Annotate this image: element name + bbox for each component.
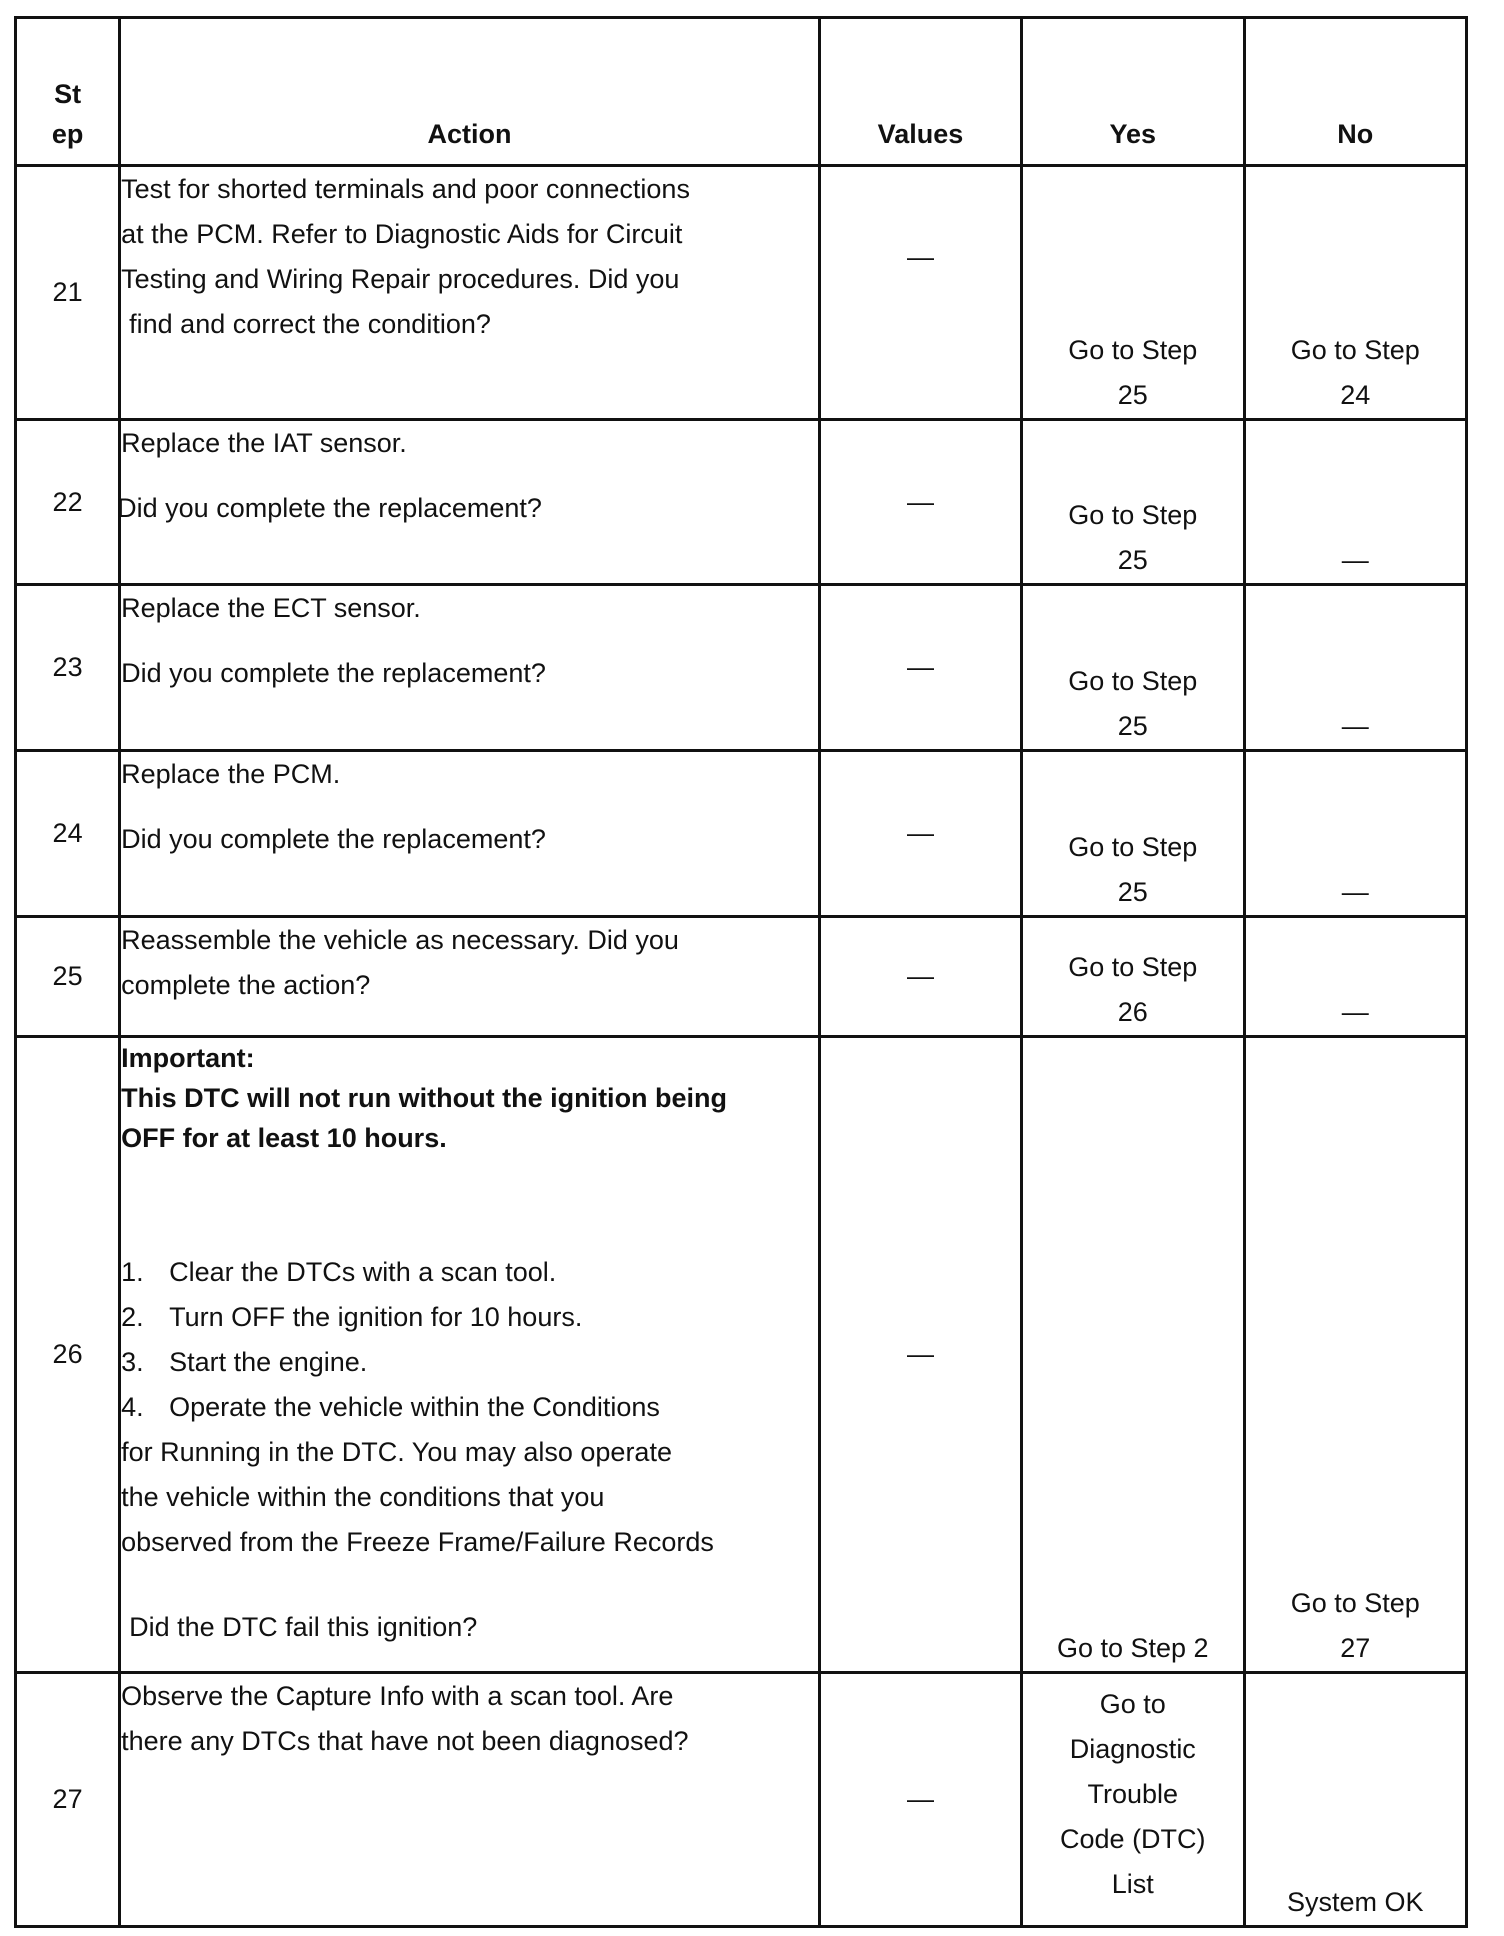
yes-line: List (1111, 1869, 1154, 1899)
no-cell: — (1244, 420, 1467, 585)
yes-cell (1022, 420, 1244, 585)
yes-line: 26 (1117, 997, 1148, 1027)
action-cell (117, 420, 820, 585)
action-cell (120, 751, 820, 917)
yes-line: 25 (1117, 877, 1148, 907)
yes-line: Diagnostic (1069, 1734, 1196, 1764)
table-row (16, 166, 1467, 420)
yes-cell (1022, 585, 1244, 751)
step-number: 27 (16, 1673, 120, 1927)
no-cell: — (1244, 751, 1467, 917)
action-line: find and correct the condition? (129, 309, 491, 339)
important-text: OFF for at least 10 hours. (121, 1123, 447, 1153)
list-number: 4. (121, 1392, 144, 1422)
no-cell: — (1244, 585, 1467, 751)
action-line: Replace the PCM. (121, 759, 341, 789)
list-text: Start the engine. (169, 1347, 368, 1377)
header-step: St ep (16, 18, 120, 166)
step-number: 21 (16, 166, 120, 420)
step-number: 22 (16, 420, 120, 585)
important-text: This DTC will not run without the ignition being (121, 1083, 728, 1113)
header-row (16, 18, 1467, 166)
action-line: Did you complete the replacement? (117, 493, 542, 523)
yes-line: Go to Step (1068, 335, 1198, 365)
action-line: Reassemble the vehicle as necessary. Did you (121, 925, 679, 955)
list-number: 3. (121, 1347, 144, 1377)
yes-line: Trouble (1087, 1779, 1179, 1809)
action-cell (120, 166, 820, 420)
action-line: complete the action? (121, 970, 371, 1000)
values-cell: — (819, 751, 1021, 917)
action-cell (120, 1037, 820, 1673)
table-row (16, 917, 1467, 1037)
header-values: Values (819, 18, 1021, 166)
yes-line: Go to Step (1068, 952, 1198, 982)
list-text: Clear the DTCs with a scan tool. (169, 1257, 557, 1287)
important-label: Important: (121, 1043, 255, 1073)
list-number: 1. (121, 1257, 144, 1287)
yes-line: Go to (1099, 1689, 1166, 1719)
no-cell (1244, 166, 1467, 420)
action-line: Test for shorted terminals and poor connections (121, 174, 690, 204)
table-row (16, 751, 1467, 917)
action-question: Did the DTC fail this ignition? (129, 1612, 478, 1642)
action-line: Replace the IAT sensor. (121, 428, 407, 458)
action-line: Testing and Wiring Repair procedures. Did you (121, 264, 680, 294)
table-row (16, 585, 1467, 751)
header-action: Action (120, 18, 820, 166)
procedure-list (121, 1250, 818, 1430)
action-line: at the PCM. Refer to Diagnostic Aids for Circuit (121, 219, 683, 249)
list-item (121, 1295, 818, 1340)
diagnostic-table (14, 16, 1468, 1928)
yes-line: Go to Step (1068, 666, 1198, 696)
action-line: there any DTCs that have not been diagnosed? (121, 1726, 689, 1756)
table-row (16, 420, 1467, 585)
step-number: 25 (16, 917, 120, 1037)
yes-cell (1022, 166, 1244, 420)
step-number: 23 (16, 585, 120, 751)
no-line: Go to Step (1290, 1588, 1420, 1618)
list-text: Operate the vehicle within the Conditions (169, 1392, 660, 1422)
action-cell (120, 585, 820, 751)
no-line: 24 (1340, 380, 1371, 410)
action-line: Observe the Capture Info with a scan tool. Are (121, 1681, 674, 1711)
yes-line: 25 (1117, 380, 1148, 410)
action-line: Did you complete the replacement? (121, 824, 546, 854)
action-line: Replace the ECT sensor. (121, 593, 421, 623)
no-cell: System OK (1244, 1673, 1467, 1927)
header-no: No (1244, 18, 1467, 166)
yes-line: Code (DTC) (1060, 1824, 1206, 1854)
no-line: 27 (1340, 1633, 1371, 1663)
values-cell: — (819, 166, 1021, 420)
action-line: observed from the Freeze Frame/Failure Records (121, 1527, 714, 1557)
step-number: 24 (16, 751, 120, 917)
values-cell: — (819, 1673, 1021, 1927)
action-cell (120, 917, 820, 1037)
action-line: the vehicle within the conditions that you (121, 1482, 605, 1512)
list-item (121, 1340, 818, 1385)
step-number: 26 (16, 1037, 120, 1673)
no-cell: — (1244, 917, 1467, 1037)
list-item (121, 1250, 818, 1295)
yes-cell (1022, 751, 1244, 917)
list-number: 2. (121, 1302, 144, 1332)
yes-cell (1022, 917, 1244, 1037)
yes-cell: Go to Step 2 (1022, 1037, 1244, 1673)
values-cell: — (819, 917, 1021, 1037)
action-cell (120, 1673, 820, 1927)
values-cell: — (819, 420, 1021, 585)
table-row (16, 1673, 1467, 1927)
yes-line: 25 (1117, 545, 1148, 575)
yes-line: Go to Step (1068, 500, 1198, 530)
no-cell (1244, 1037, 1467, 1673)
yes-line: Go to Step (1068, 832, 1198, 862)
yes-line: 25 (1117, 711, 1148, 741)
values-cell: — (819, 585, 1021, 751)
header-yes: Yes (1022, 18, 1244, 166)
action-line: for Running in the DTC. You may also operate (121, 1437, 672, 1467)
no-line: Go to Step (1290, 335, 1420, 365)
values-cell: — (819, 1037, 1021, 1673)
table-row (16, 1037, 1467, 1673)
yes-cell (1022, 1673, 1244, 1927)
list-item (121, 1385, 818, 1430)
list-text: Turn OFF the ignition for 10 hours. (169, 1302, 583, 1332)
action-line: Did you complete the replacement? (121, 658, 546, 688)
